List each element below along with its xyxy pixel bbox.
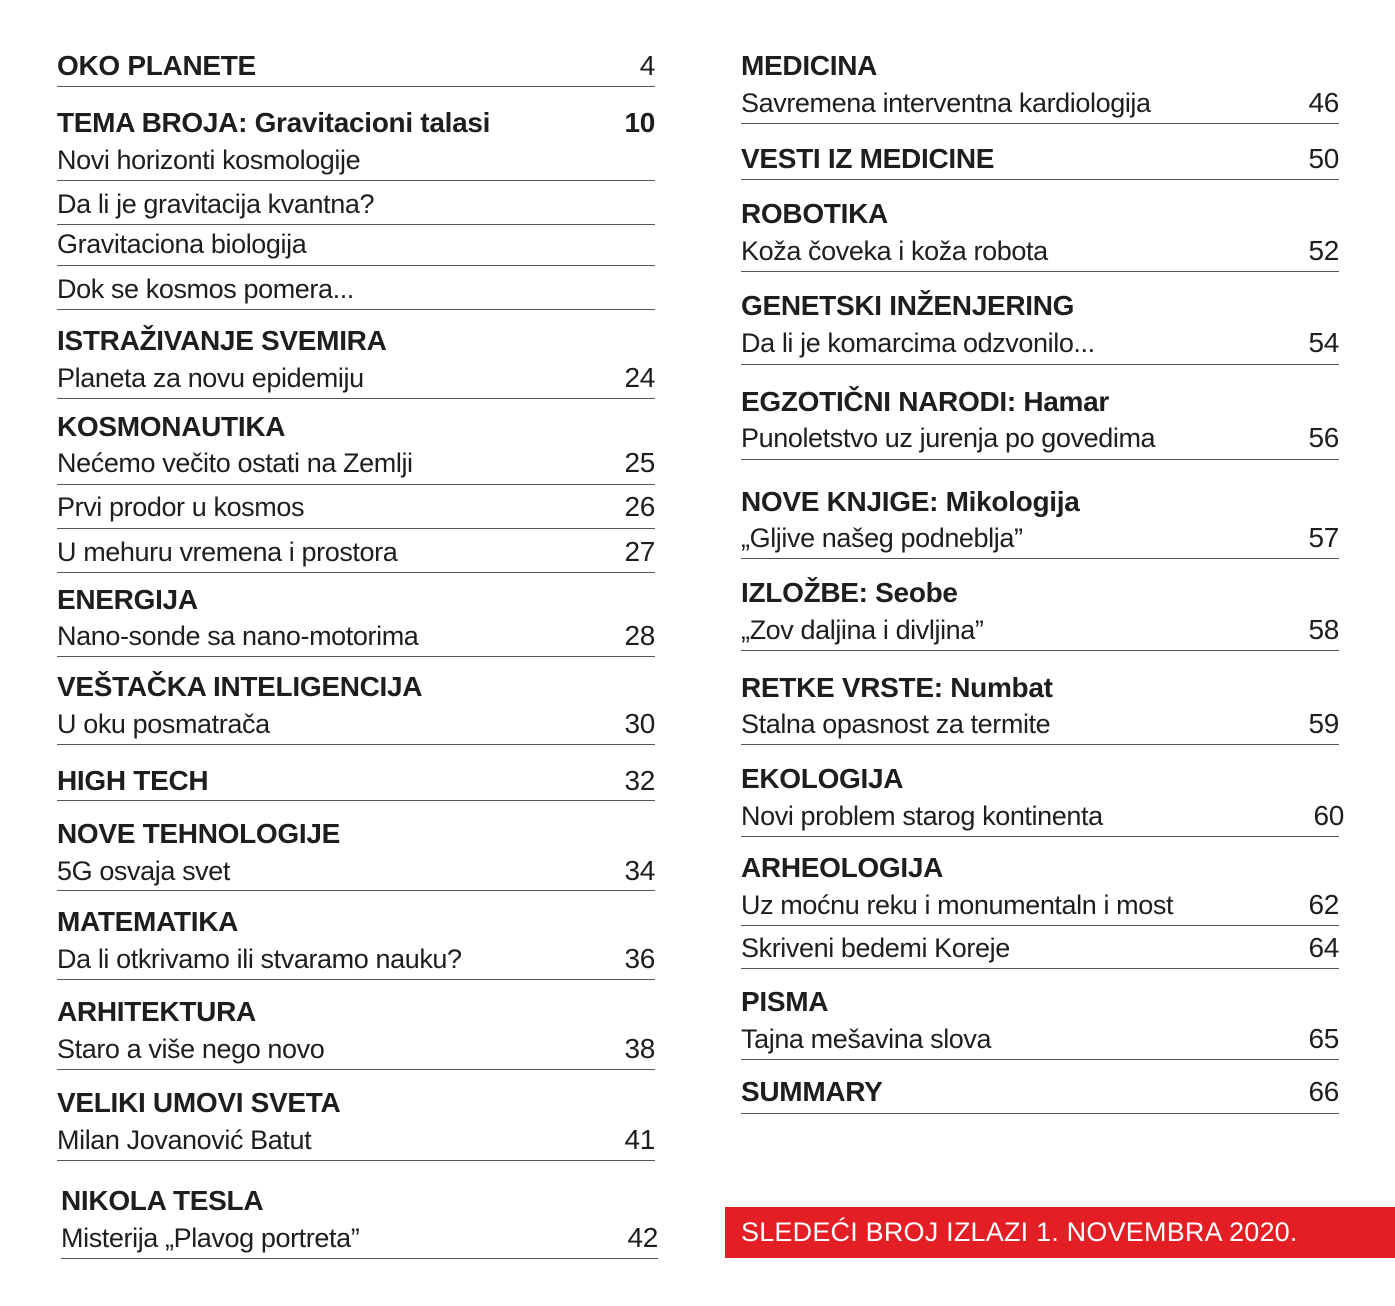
toc-section-heading: ARHEOLOGIJA <box>741 852 944 883</box>
toc-page-number: 28 <box>624 620 655 651</box>
toc-section-heading: KOSMONAUTIKA <box>57 411 286 442</box>
toc-page-number: 57 <box>1308 522 1339 553</box>
toc-divider <box>741 744 1339 745</box>
toc-page-number: 25 <box>624 447 655 478</box>
toc-section-heading: PISMA <box>741 986 829 1017</box>
toc-section-heading: ROBOTIKA <box>741 198 888 229</box>
toc-section-heading: MEDICINA <box>741 50 878 81</box>
toc-section-heading: ISTRAŽIVANJE SVEMIRA <box>57 325 387 356</box>
toc-article-title: Da li je gravitacija kvantna? <box>57 189 375 219</box>
toc-divider <box>741 558 1339 559</box>
toc-page-number: 41 <box>624 1124 655 1155</box>
toc-section-heading: IZLOŽBE: Seobe <box>741 577 958 608</box>
toc-page-number: 54 <box>1308 327 1339 358</box>
toc-section-heading: HIGH TECH <box>57 765 209 796</box>
toc-divider <box>61 1258 658 1259</box>
toc-page-number: 30 <box>624 708 655 739</box>
toc-article-title: Nano-sonde sa nano-motorima <box>57 621 419 651</box>
toc-section-heading: GENETSKI INŽENJERING <box>741 290 1075 321</box>
toc-page-number: 36 <box>624 943 655 974</box>
toc-article-title: 5G osvaja svet <box>57 856 230 886</box>
toc-article-title: Staro a više nego novo <box>57 1034 325 1064</box>
toc-page-number: 26 <box>624 491 655 522</box>
toc-page-number: 65 <box>1308 1023 1339 1054</box>
toc-section-heading: ENERGIJA <box>57 584 198 615</box>
toc-page-number: 50 <box>1308 143 1339 174</box>
toc-section-heading: NOVE KNJIGE: Mikologija <box>741 486 1080 517</box>
next-issue-banner: SLEDEĆI BROJ IZLAZI 1. NOVEMBRA 2020. <box>725 1207 1395 1258</box>
toc-article-title: Da li otkrivamo ili stvaramo nauku? <box>57 944 462 974</box>
toc-page-number: 32 <box>624 765 655 796</box>
toc-divider <box>741 1113 1339 1114</box>
toc-article-title: Tajna mešavina slova <box>741 1024 992 1054</box>
toc-section-heading: SUMMARY <box>741 1076 883 1107</box>
toc-divider <box>741 968 1339 969</box>
toc-divider <box>741 459 1339 460</box>
toc-section-heading: VELIKI UMOVI SVETA <box>57 1087 341 1118</box>
toc-left-column-last-block <box>61 0 658 1306</box>
toc-article-title: Nećemo večito ostati na Zemlji <box>57 448 413 478</box>
toc-divider <box>741 179 1339 180</box>
toc-article-title: Gravitaciona biologija <box>57 229 307 259</box>
toc-page-number: 66 <box>1308 1076 1339 1107</box>
toc-divider <box>741 925 1339 926</box>
toc-section-heading: RETKE VRSTE: Numbat <box>741 672 1053 703</box>
toc-page-number: 58 <box>1308 614 1339 645</box>
toc-section-heading: EKOLOGIJA <box>741 763 904 794</box>
toc-divider <box>741 650 1339 651</box>
toc-page-number: 10 <box>624 107 655 138</box>
toc-section-heading: NOVE TEHNOLOGIJE <box>57 818 341 849</box>
toc-divider <box>741 1059 1339 1060</box>
toc-article-title: „Gljive našeg podneblja” <box>741 523 1023 553</box>
toc-divider <box>741 836 1339 837</box>
toc-article-title: Koža čoveka i koža robota <box>741 236 1048 266</box>
toc-article-title: Misterija „Plavog portreta” <box>61 1223 360 1253</box>
toc-article-title: Uz moćnu reku i monumentaln i most <box>741 890 1174 920</box>
toc-page-number: 24 <box>624 362 655 393</box>
toc-page-number: 62 <box>1308 889 1339 920</box>
toc-section-heading: EGZOTIČNI NARODI: Hamar <box>741 386 1110 417</box>
toc-article-title: Stalna opasnost za termite <box>741 709 1051 739</box>
toc-section-heading: OKO PLANETE <box>57 50 256 81</box>
toc-article-title: Skriveni bedemi Koreje <box>741 933 1010 963</box>
toc-article-title: Dok se kosmos pomera... <box>57 274 354 304</box>
toc-page-number: 64 <box>1308 932 1339 963</box>
toc-article-title: „Zov daljina i divljina” <box>741 615 984 645</box>
toc-page-number: 4 <box>639 50 655 81</box>
toc-right-column <box>741 0 1344 1306</box>
toc-article-title: Da li je komarcima odzvonilo... <box>741 328 1095 358</box>
toc-page-number: 27 <box>624 536 655 567</box>
toc-page-number: 46 <box>1308 87 1339 118</box>
toc-article-title: U mehuru vremena i prostora <box>57 537 398 567</box>
toc-page-number: 60 <box>1313 800 1344 831</box>
toc-divider <box>741 271 1339 272</box>
toc-article-title: Punoletstvo uz jurenja po govedima <box>741 423 1156 453</box>
toc-article-title: Novi horizonti kosmologije <box>57 145 361 175</box>
toc-section-heading: VEŠTAČKA INTELIGENCIJA <box>57 671 423 702</box>
toc-section-heading: TEMA BROJA: Gravitacioni talasi <box>57 107 491 138</box>
toc-section-heading: MATEMATIKA <box>57 906 239 937</box>
toc-section-heading: ARHITEKTURA <box>57 996 256 1027</box>
toc-page-number: 52 <box>1308 235 1339 266</box>
toc-divider <box>741 123 1339 124</box>
toc-article-title: Savremena interventna kardiologija <box>741 88 1151 118</box>
toc-article-title: Novi problem starog kontinenta <box>741 801 1103 831</box>
toc-article-title: Milan Jovanović Batut <box>57 1125 312 1155</box>
toc-article-title: Planeta za novu epidemiju <box>57 363 364 393</box>
toc-article-title: U oku posmatrača <box>57 709 270 739</box>
toc-divider <box>741 364 1339 365</box>
toc-section-heading: VESTI IZ MEDICINE <box>741 143 995 174</box>
toc-page-number: 56 <box>1308 422 1339 453</box>
toc-page-number: 34 <box>624 855 655 886</box>
toc-page-number: 42 <box>627 1222 658 1253</box>
toc-page-number: 38 <box>624 1033 655 1064</box>
toc-page-number: 59 <box>1308 708 1339 739</box>
toc-section-heading: NIKOLA TESLA <box>61 1185 264 1216</box>
toc-article-title: Prvi prodor u kosmos <box>57 492 305 522</box>
